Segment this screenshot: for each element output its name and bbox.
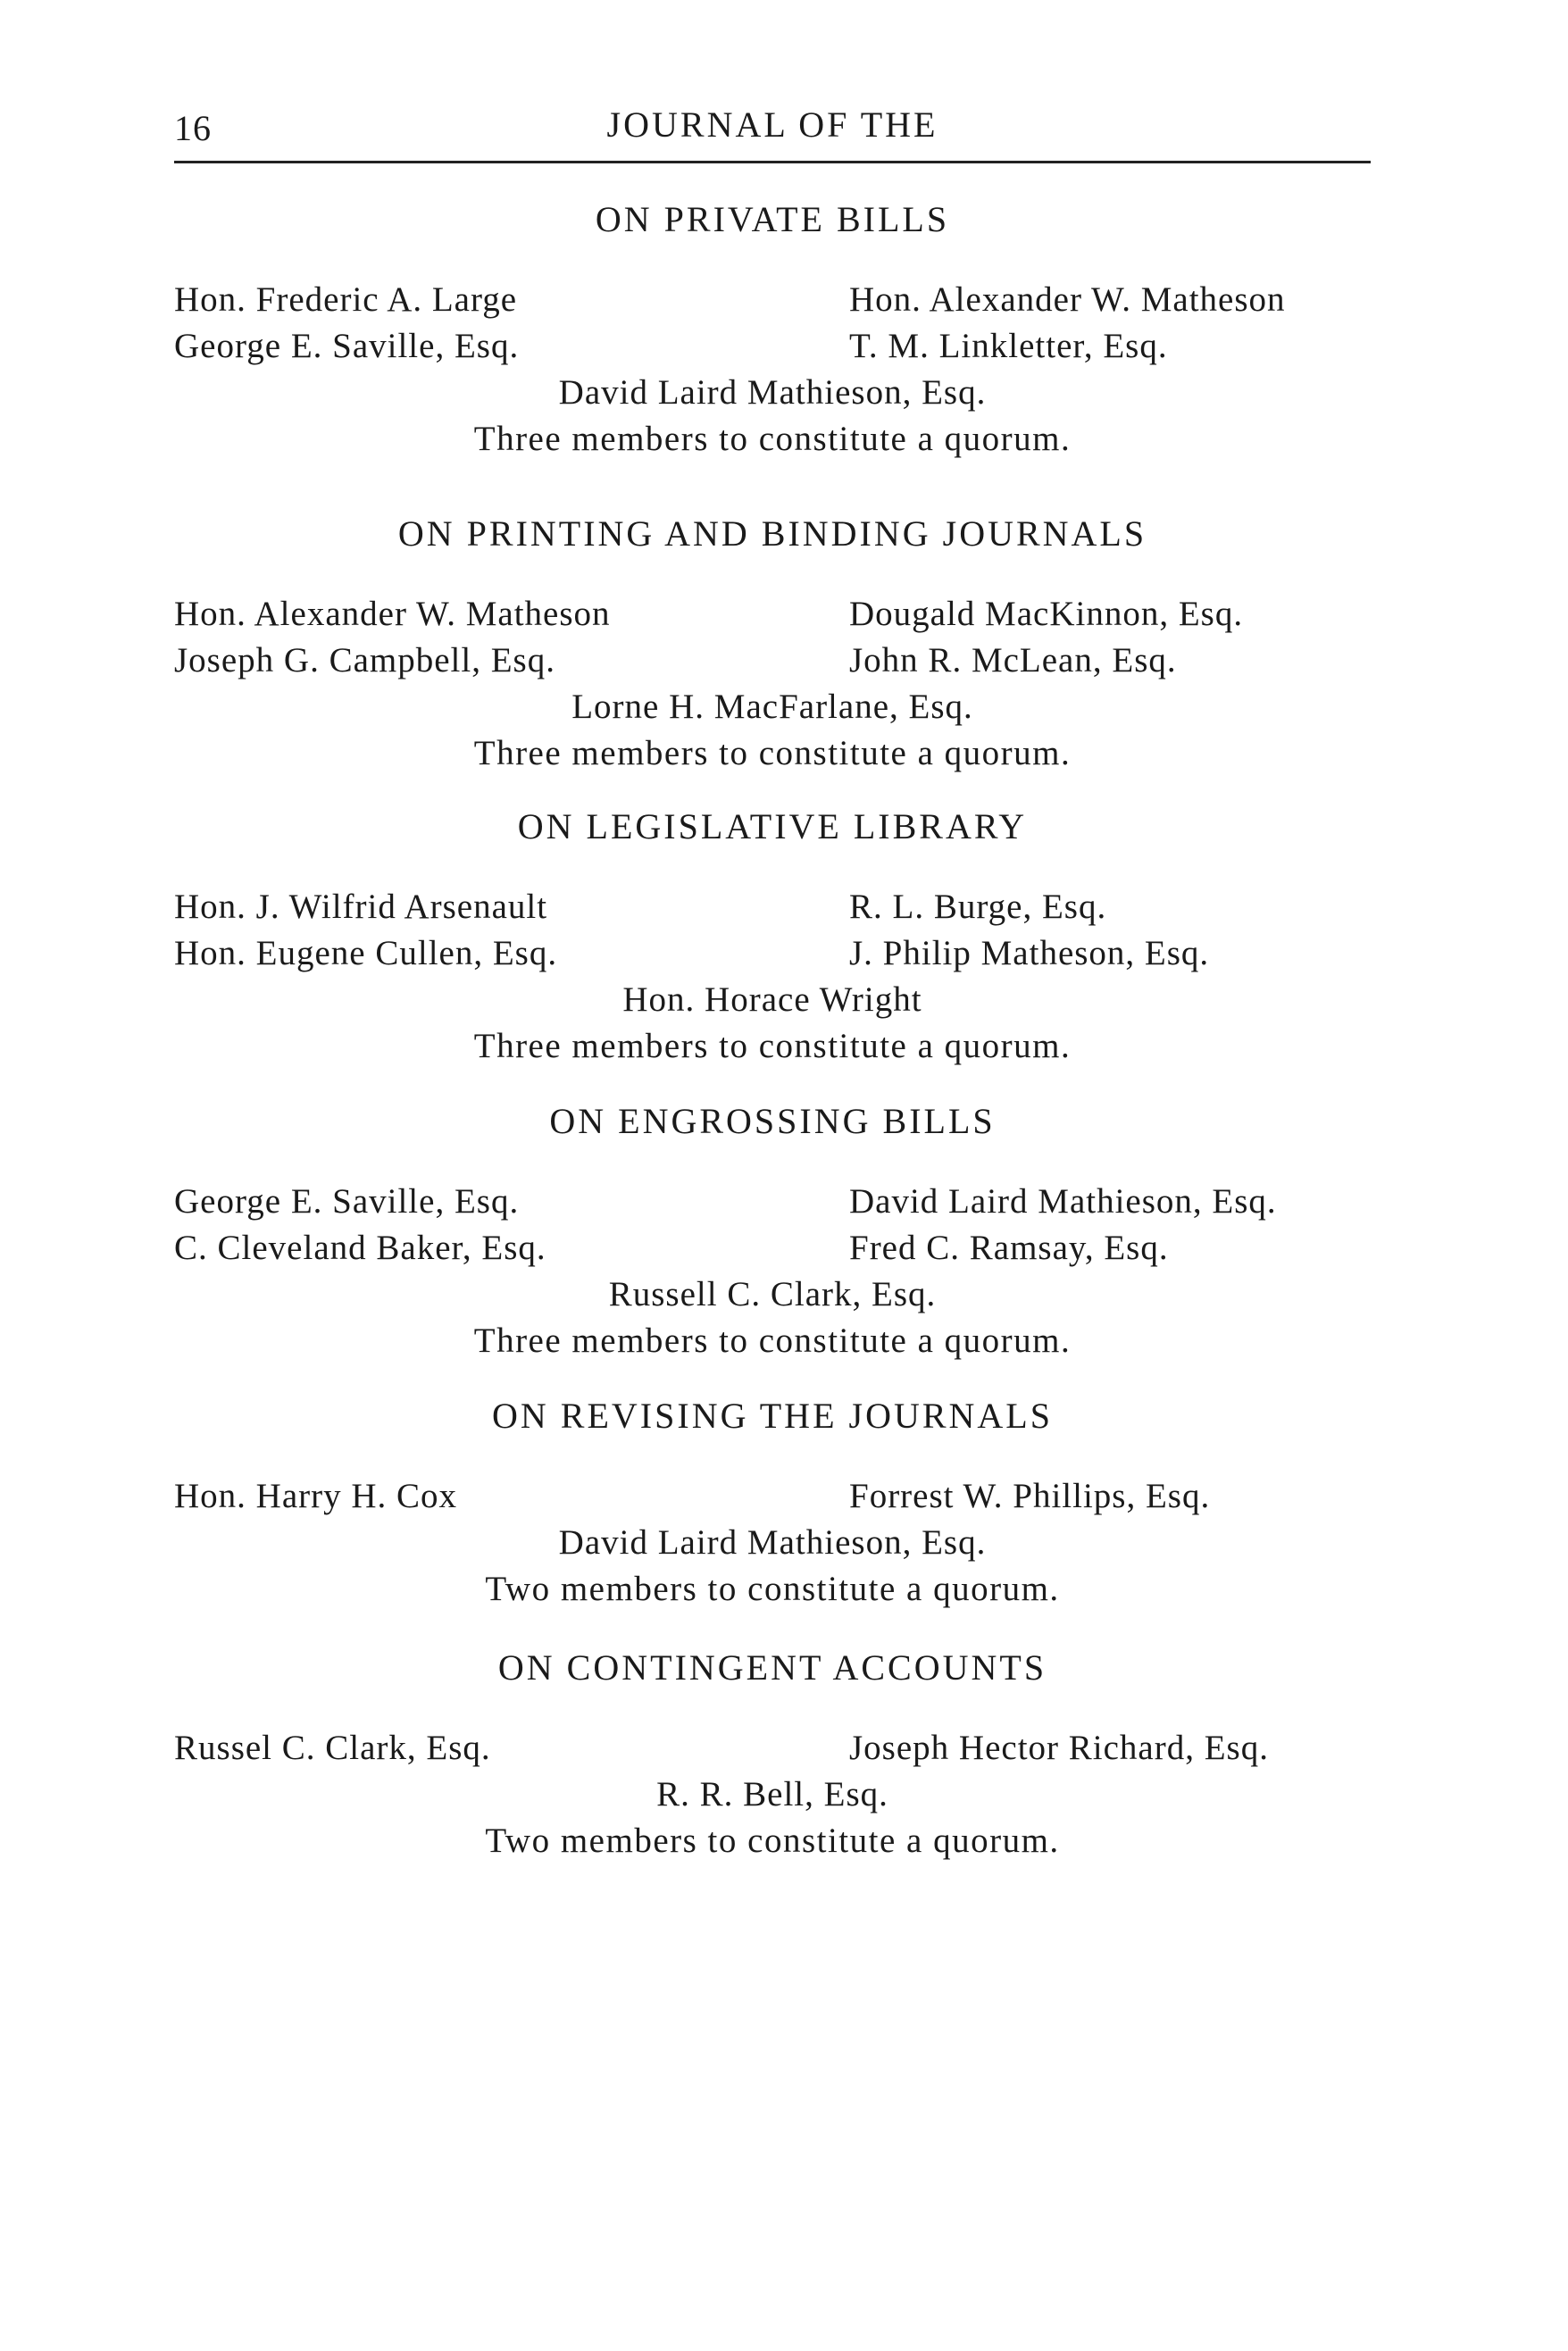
member-row [174, 884, 1371, 930]
member-right: Dougald MacKinnon, Esq. [849, 595, 1244, 633]
member-right: Forrest W. Phillips, Esq. [849, 1477, 1211, 1515]
committee-title: ON LEGISLATIVE LIBRARY [517, 806, 1028, 846]
committee-printing-binding [174, 511, 1371, 777]
member-left: Hon. Eugene Cullen, Esq. [174, 934, 558, 972]
quorum-note: Three members to constitute a quorum. [473, 420, 1072, 458]
center-member: Lorne H. MacFarlane, Esq. [571, 688, 973, 726]
member-left: Hon. J. Wilfrid Arsenault [174, 888, 548, 926]
committee-title: ON REVISING THE JOURNALS [492, 1396, 1053, 1436]
member-right: David Laird Mathieson, Esq. [849, 1182, 1277, 1221]
member-left: Russel C. Clark, Esq. [174, 1729, 491, 1767]
member-right: Fred C. Ramsay, Esq. [849, 1229, 1169, 1267]
member-left: George E. Saville, Esq. [174, 327, 520, 365]
member-right: T. M. Linkletter, Esq. [849, 327, 1168, 365]
quorum-note: Three members to constitute a quorum. [473, 1027, 1072, 1065]
quorum-note: Three members to constitute a quorum. [473, 1321, 1072, 1360]
member-row [174, 323, 1371, 370]
member-row [174, 277, 1371, 323]
committee-revising-journals [174, 1393, 1371, 1613]
center-member: R. R. Bell, Esq. [656, 1775, 888, 1813]
member-left: George E. Saville, Esq. [174, 1182, 520, 1221]
running-head: JOURNAL OF THE [606, 104, 938, 145]
center-member: David Laird Mathieson, Esq. [558, 1523, 987, 1562]
committee-private-bills [174, 196, 1371, 463]
quorum-note: Two members to constitute a quorum. [485, 1822, 1060, 1860]
member-row [174, 591, 1371, 638]
committee-engrossing-bills [174, 1098, 1371, 1364]
center-member: David Laird Mathieson, Esq. [558, 373, 987, 412]
member-left: Hon. Frederic A. Large [174, 280, 518, 319]
committee-title: ON ENGROSSING BILLS [549, 1101, 996, 1141]
quorum-note: Three members to constitute a quorum. [473, 734, 1072, 772]
member-row [174, 930, 1371, 977]
member-right: Joseph Hector Richard, Esq. [849, 1729, 1269, 1767]
page-number: 16 [174, 108, 212, 148]
member-left: Hon. Harry H. Cox [174, 1477, 458, 1515]
center-member: Hon. Horace Wright [622, 980, 922, 1019]
committee-title: ON PRINTING AND BINDING JOURNALS [397, 513, 1147, 554]
member-row [174, 1473, 1371, 1520]
member-right: Hon. Alexander W. Matheson [849, 280, 1286, 319]
member-row [174, 1225, 1371, 1271]
committee-title: ON CONTINGENT ACCOUNTS [497, 1647, 1047, 1688]
member-row [174, 638, 1371, 684]
committee-title: ON PRIVATE BILLS [595, 199, 950, 239]
committee-contingent-accounts [174, 1645, 1371, 1864]
member-row [174, 1725, 1371, 1772]
committee-legislative-library [174, 804, 1371, 1070]
quorum-note: Two members to constitute a quorum. [485, 1570, 1060, 1608]
member-left: C. Cleveland Baker, Esq. [174, 1229, 546, 1267]
member-left: Hon. Alexander W. Matheson [174, 595, 611, 633]
page-header [174, 100, 1371, 163]
member-right: R. L. Burge, Esq. [849, 888, 1107, 926]
member-row [174, 1179, 1371, 1225]
member-right: John R. McLean, Esq. [849, 641, 1177, 679]
center-member: Russell C. Clark, Esq. [608, 1275, 937, 1313]
member-left: Joseph G. Campbell, Esq. [174, 641, 555, 679]
member-right: J. Philip Matheson, Esq. [849, 934, 1210, 972]
